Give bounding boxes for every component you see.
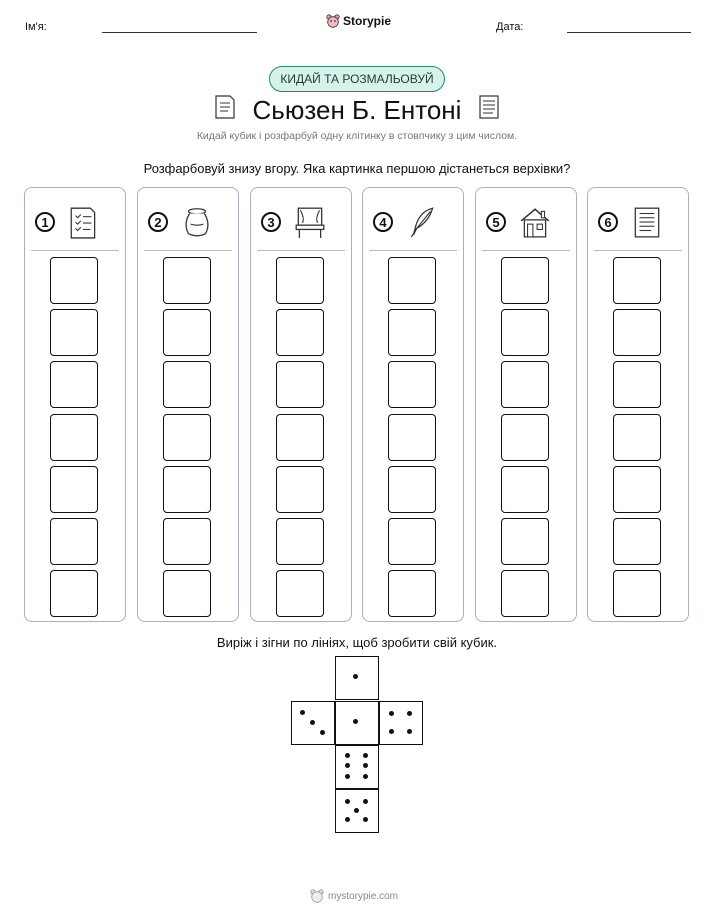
- die-pip: [353, 719, 358, 724]
- coloring-cell[interactable]: [276, 361, 324, 408]
- dice-instruction: Виріж і зігни по лініях, щоб зробити свій кубик.: [216, 635, 498, 650]
- coloring-cell[interactable]: [276, 518, 324, 565]
- coloring-cell[interactable]: [163, 414, 211, 461]
- die-pip: [407, 711, 412, 716]
- column-number: 6: [598, 212, 618, 232]
- die-pip: [310, 720, 315, 725]
- bear-icon: [326, 14, 340, 28]
- die-pip: [363, 753, 368, 758]
- dice-column-4: [362, 187, 464, 622]
- coloring-cell[interactable]: [613, 518, 661, 565]
- window-cabinet-icon: [293, 205, 327, 239]
- die-face-4: [379, 701, 423, 745]
- die-pip: [345, 753, 350, 758]
- coloring-cell[interactable]: [276, 414, 324, 461]
- coloring-cell[interactable]: [163, 466, 211, 513]
- name-label: Ім'я:: [25, 21, 47, 33]
- pot-icon: [180, 205, 214, 239]
- coloring-cell[interactable]: [613, 570, 661, 617]
- document-icon: [213, 94, 237, 120]
- column-divider: [31, 250, 119, 251]
- coloring-cell[interactable]: [613, 309, 661, 356]
- instruction: Розфарбовуй знизу вгору. Яка картинка першою дістанеться верхівки?: [143, 161, 571, 176]
- activity-badge: КИДАЙ ТА РОЗМАЛЬОВУЙ: [269, 66, 445, 92]
- die-face-3: [291, 701, 335, 745]
- coloring-cell[interactable]: [613, 466, 661, 513]
- die-face-6: [335, 745, 379, 789]
- coloring-cell[interactable]: [501, 257, 549, 304]
- die-pip: [363, 774, 368, 779]
- footer: [310, 889, 398, 903]
- coloring-cell[interactable]: [501, 414, 549, 461]
- document-icon: [477, 94, 501, 120]
- coloring-cell[interactable]: [50, 414, 98, 461]
- house-icon: [518, 205, 552, 239]
- die-pip: [345, 774, 350, 779]
- coloring-cell[interactable]: [276, 570, 324, 617]
- column-header: [261, 202, 343, 242]
- die-pip: [363, 817, 368, 822]
- coloring-cell[interactable]: [501, 570, 549, 617]
- dice-column-5: [475, 187, 577, 622]
- quill-feather-icon: [405, 205, 439, 239]
- die-face-1: [335, 656, 379, 700]
- column-number: 1: [35, 212, 55, 232]
- die-pip: [354, 808, 359, 813]
- coloring-cell[interactable]: [388, 466, 436, 513]
- coloring-cell[interactable]: [50, 361, 98, 408]
- dice-column-6: [587, 187, 689, 622]
- coloring-cell[interactable]: [163, 518, 211, 565]
- checklist-document-icon: [67, 205, 101, 239]
- die-pip: [389, 729, 394, 734]
- die-face-5: [335, 789, 379, 833]
- die-pip: [300, 710, 305, 715]
- column-header: [486, 202, 568, 242]
- coloring-cell[interactable]: [388, 414, 436, 461]
- coloring-cell[interactable]: [613, 257, 661, 304]
- coloring-cell[interactable]: [388, 309, 436, 356]
- die-face-1: [335, 701, 379, 745]
- die-pip: [345, 763, 350, 768]
- coloring-cell[interactable]: [276, 466, 324, 513]
- die-pip: [363, 799, 368, 804]
- brand-name: Storypie: [343, 14, 392, 28]
- dice-column-1: [24, 187, 126, 622]
- column-number: 2: [148, 212, 168, 232]
- lined-document-icon: [630, 205, 664, 239]
- coloring-cell[interactable]: [50, 309, 98, 356]
- coloring-cell[interactable]: [388, 361, 436, 408]
- subtitle: Кидай кубик і розфарбуй одну клітинку в стовпчику з цим числом.: [196, 130, 518, 142]
- coloring-cell[interactable]: [163, 309, 211, 356]
- column-number: 4: [373, 212, 393, 232]
- dice-column-2: [137, 187, 239, 622]
- date-label: Дата:: [496, 21, 524, 33]
- coloring-cell[interactable]: [276, 309, 324, 356]
- coloring-cell[interactable]: [163, 257, 211, 304]
- column-number: 3: [261, 212, 281, 232]
- bear-icon: [310, 889, 324, 903]
- column-header: [35, 202, 117, 242]
- die-pip: [353, 674, 358, 679]
- coloring-cell[interactable]: [501, 361, 549, 408]
- brand-logo: [326, 14, 391, 28]
- coloring-cell[interactable]: [50, 466, 98, 513]
- date-line: [567, 32, 691, 33]
- coloring-cell[interactable]: [388, 518, 436, 565]
- die-pip: [345, 799, 350, 804]
- column-header: [148, 202, 230, 242]
- coloring-cell[interactable]: [501, 309, 549, 356]
- die-pip: [363, 763, 368, 768]
- column-divider: [594, 250, 682, 251]
- column-number: 5: [486, 212, 506, 232]
- column-divider: [144, 250, 232, 251]
- column-divider: [482, 250, 570, 251]
- coloring-cell[interactable]: [388, 257, 436, 304]
- column-divider: [369, 250, 457, 251]
- column-header: [373, 202, 455, 242]
- coloring-cell[interactable]: [50, 518, 98, 565]
- column-divider: [257, 250, 345, 251]
- die-pip: [345, 817, 350, 822]
- column-header: [598, 202, 680, 242]
- coloring-cell[interactable]: [388, 570, 436, 617]
- coloring-cell[interactable]: [50, 257, 98, 304]
- coloring-cell[interactable]: [613, 361, 661, 408]
- coloring-cell[interactable]: [501, 466, 549, 513]
- name-line: [102, 32, 257, 33]
- coloring-cell[interactable]: [163, 361, 211, 408]
- coloring-cell[interactable]: [276, 257, 324, 304]
- die-pip: [320, 730, 325, 735]
- die-pip: [407, 729, 412, 734]
- footer-url: mystorypie.com: [328, 890, 399, 902]
- page-title: Сьюзен Б. Ентоні: [252, 95, 462, 125]
- coloring-cell[interactable]: [163, 570, 211, 617]
- coloring-cell[interactable]: [501, 518, 549, 565]
- coloring-cell[interactable]: [613, 414, 661, 461]
- die-pip: [389, 711, 394, 716]
- coloring-cell[interactable]: [50, 570, 98, 617]
- dice-column-3: [250, 187, 352, 622]
